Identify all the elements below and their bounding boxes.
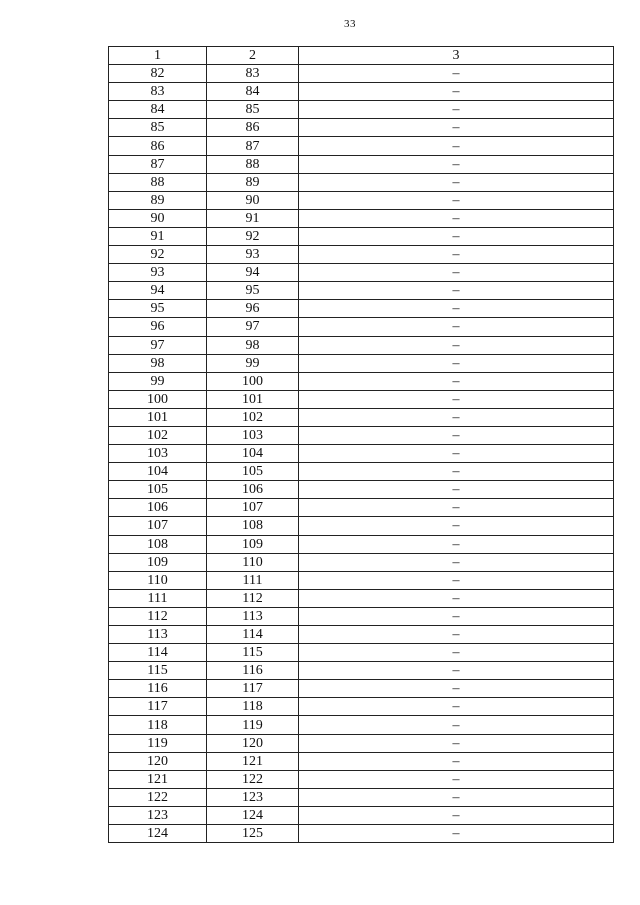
table-cell-col-3: – — [299, 680, 614, 698]
data-table — [108, 46, 614, 843]
table-cell-col-2: 89 — [207, 173, 299, 191]
table-cell-col-1: 82 — [109, 65, 207, 83]
table-row — [109, 770, 614, 788]
table-cell-col-1: 110 — [109, 571, 207, 589]
table-row — [109, 372, 614, 390]
table-cell-col-3: – — [299, 155, 614, 173]
table-cell-col-2: 93 — [207, 246, 299, 264]
table-cell-col-1: 115 — [109, 662, 207, 680]
table-row — [109, 318, 614, 336]
table-cell-col-2: 122 — [207, 770, 299, 788]
table-cell-col-2: 95 — [207, 282, 299, 300]
table-cell-col-2: 86 — [207, 119, 299, 137]
table-cell-col-2: 124 — [207, 806, 299, 824]
table-row — [109, 426, 614, 444]
table-cell-col-3: – — [299, 119, 614, 137]
table-cell-col-2: 100 — [207, 372, 299, 390]
table-cell-col-3: – — [299, 426, 614, 444]
table-cell-col-3: – — [299, 209, 614, 227]
table-cell-col-3: – — [299, 806, 614, 824]
table-cell-col-3: – — [299, 788, 614, 806]
table-row — [109, 463, 614, 481]
table-cell-col-3: – — [299, 390, 614, 408]
table-row — [109, 716, 614, 734]
table-cell-col-1: 114 — [109, 644, 207, 662]
table-row — [109, 408, 614, 426]
table-cell-col-1: 122 — [109, 788, 207, 806]
table-row — [109, 83, 614, 101]
table-cell-col-3: – — [299, 499, 614, 517]
table-cell-col-2: 99 — [207, 354, 299, 372]
table-row — [109, 119, 614, 137]
table-cell-col-1: 117 — [109, 698, 207, 716]
table-row — [109, 191, 614, 209]
table-cell-col-3: – — [299, 571, 614, 589]
table-cell-col-1: 83 — [109, 83, 207, 101]
table-cell-col-2: 85 — [207, 101, 299, 119]
table-cell-col-2: 101 — [207, 390, 299, 408]
table-row — [109, 445, 614, 463]
table-row — [109, 517, 614, 535]
table-cell-col-1: 99 — [109, 372, 207, 390]
table-cell-col-2: 102 — [207, 408, 299, 426]
table-cell-col-3: – — [299, 770, 614, 788]
table-row — [109, 571, 614, 589]
table-cell-col-3: – — [299, 825, 614, 843]
table-cell-col-3: – — [299, 282, 614, 300]
table-row — [109, 806, 614, 824]
table-cell-col-1: 85 — [109, 119, 207, 137]
table-row — [109, 282, 614, 300]
table-row — [109, 680, 614, 698]
table-cell-col-1: 91 — [109, 227, 207, 245]
table-cell-col-2: 92 — [207, 227, 299, 245]
table-cell-col-1: 94 — [109, 282, 207, 300]
table-cell-col-3: – — [299, 246, 614, 264]
table-cell-col-1: 108 — [109, 535, 207, 553]
table-cell-col-2: 110 — [207, 553, 299, 571]
table-row — [109, 662, 614, 680]
table-cell-col-2: 106 — [207, 481, 299, 499]
table-cell-col-1: 101 — [109, 408, 207, 426]
table-row — [109, 644, 614, 662]
table-cell-col-3: – — [299, 354, 614, 372]
table-cell-col-1: 95 — [109, 300, 207, 318]
table-cell-col-3: – — [299, 607, 614, 625]
table-cell-col-2: 83 — [207, 65, 299, 83]
table-cell-col-2: 107 — [207, 499, 299, 517]
table-cell-col-1: 106 — [109, 499, 207, 517]
table-cell-col-1: 87 — [109, 155, 207, 173]
table-cell-col-1: 120 — [109, 752, 207, 770]
table-cell-col-2: 90 — [207, 191, 299, 209]
table-cell-col-2: 113 — [207, 607, 299, 625]
table-cell-col-1: 104 — [109, 463, 207, 481]
table-body — [109, 65, 614, 843]
table-row — [109, 336, 614, 354]
table-row — [109, 227, 614, 245]
table-row — [109, 825, 614, 843]
table-row — [109, 589, 614, 607]
table-cell-col-2: 121 — [207, 752, 299, 770]
table-cell-col-2: 116 — [207, 662, 299, 680]
table-cell-col-2: 105 — [207, 463, 299, 481]
table-cell-col-3: – — [299, 227, 614, 245]
table-cell-col-3: – — [299, 481, 614, 499]
table-cell-col-3: – — [299, 83, 614, 101]
table-cell-col-3: – — [299, 191, 614, 209]
page-number: 33 — [344, 18, 356, 30]
table-cell-col-1: 118 — [109, 716, 207, 734]
table-cell-col-1: 86 — [109, 137, 207, 155]
table-cell-col-1: 98 — [109, 354, 207, 372]
table-row — [109, 264, 614, 282]
table-cell-col-1: 103 — [109, 445, 207, 463]
table-cell-col-2: 112 — [207, 589, 299, 607]
table-cell-col-3: – — [299, 65, 614, 83]
table-row — [109, 607, 614, 625]
table-row — [109, 752, 614, 770]
table-cell-col-2: 87 — [207, 137, 299, 155]
table-row — [109, 788, 614, 806]
table-cell-col-1: 116 — [109, 680, 207, 698]
table-cell-col-3: – — [299, 408, 614, 426]
table-cell-col-2: 108 — [207, 517, 299, 535]
table-cell-col-2: 109 — [207, 535, 299, 553]
table-cell-col-1: 84 — [109, 101, 207, 119]
table-cell-col-1: 121 — [109, 770, 207, 788]
table-cell-col-1: 109 — [109, 553, 207, 571]
table-cell-col-3: – — [299, 318, 614, 336]
table-cell-col-3: – — [299, 517, 614, 535]
table-cell-col-2: 115 — [207, 644, 299, 662]
table-row — [109, 481, 614, 499]
table-cell-col-1: 107 — [109, 517, 207, 535]
table-cell-col-2: 120 — [207, 734, 299, 752]
table-row — [109, 553, 614, 571]
table-cell-col-1: 100 — [109, 390, 207, 408]
table-cell-col-2: 91 — [207, 209, 299, 227]
table-cell-col-2: 96 — [207, 300, 299, 318]
table-cell-col-3: – — [299, 752, 614, 770]
table-cell-col-2: 88 — [207, 155, 299, 173]
table-cell-col-1: 111 — [109, 589, 207, 607]
column-header-3: 3 — [299, 47, 614, 65]
table-cell-col-1: 124 — [109, 825, 207, 843]
table-cell-col-3: – — [299, 264, 614, 282]
table-row — [109, 173, 614, 191]
table-cell-col-3: – — [299, 716, 614, 734]
table-cell-col-2: 94 — [207, 264, 299, 282]
table-cell-col-2: 119 — [207, 716, 299, 734]
table-row — [109, 535, 614, 553]
table-cell-col-2: 111 — [207, 571, 299, 589]
table-cell-col-3: – — [299, 336, 614, 354]
table-cell-col-3: – — [299, 372, 614, 390]
table-cell-col-3: – — [299, 644, 614, 662]
table-cell-col-1: 113 — [109, 626, 207, 644]
table-header-row — [109, 47, 614, 65]
table-row — [109, 734, 614, 752]
table-cell-col-2: 103 — [207, 426, 299, 444]
table-cell-col-2: 118 — [207, 698, 299, 716]
table-cell-col-1: 119 — [109, 734, 207, 752]
table-row — [109, 626, 614, 644]
table-row — [109, 300, 614, 318]
table-row — [109, 390, 614, 408]
table-cell-col-3: – — [299, 463, 614, 481]
table-row — [109, 65, 614, 83]
table-row — [109, 155, 614, 173]
table-cell-col-3: – — [299, 662, 614, 680]
table-cell-col-2: 97 — [207, 318, 299, 336]
table-row — [109, 101, 614, 119]
table-cell-col-3: – — [299, 173, 614, 191]
table-cell-col-1: 123 — [109, 806, 207, 824]
table-cell-col-3: – — [299, 445, 614, 463]
table-cell-col-2: 125 — [207, 825, 299, 843]
table-cell-col-3: – — [299, 535, 614, 553]
table-row — [109, 499, 614, 517]
column-header-1: 1 — [109, 47, 207, 65]
table-row — [109, 354, 614, 372]
table-cell-col-1: 89 — [109, 191, 207, 209]
table-cell-col-3: – — [299, 553, 614, 571]
table-cell-col-1: 88 — [109, 173, 207, 191]
table-row — [109, 698, 614, 716]
table-cell-col-3: – — [299, 137, 614, 155]
table-cell-col-2: 114 — [207, 626, 299, 644]
table-cell-col-1: 102 — [109, 426, 207, 444]
table-row — [109, 137, 614, 155]
table-row — [109, 209, 614, 227]
column-header-2: 2 — [207, 47, 299, 65]
table-cell-col-2: 123 — [207, 788, 299, 806]
table-cell-col-1: 96 — [109, 318, 207, 336]
table-cell-col-1: 93 — [109, 264, 207, 282]
table-cell-col-1: 105 — [109, 481, 207, 499]
table-cell-col-2: 84 — [207, 83, 299, 101]
table-cell-col-3: – — [299, 300, 614, 318]
table-cell-col-2: 117 — [207, 680, 299, 698]
table-cell-col-1: 97 — [109, 336, 207, 354]
table-cell-col-1: 90 — [109, 209, 207, 227]
table-cell-col-2: 98 — [207, 336, 299, 354]
table-row — [109, 246, 614, 264]
table-cell-col-3: – — [299, 698, 614, 716]
table-cell-col-1: 112 — [109, 607, 207, 625]
table-cell-col-1: 92 — [109, 246, 207, 264]
table-cell-col-3: – — [299, 101, 614, 119]
table-cell-col-3: – — [299, 734, 614, 752]
table-cell-col-3: – — [299, 589, 614, 607]
table-cell-col-3: – — [299, 626, 614, 644]
table-cell-col-2: 104 — [207, 445, 299, 463]
